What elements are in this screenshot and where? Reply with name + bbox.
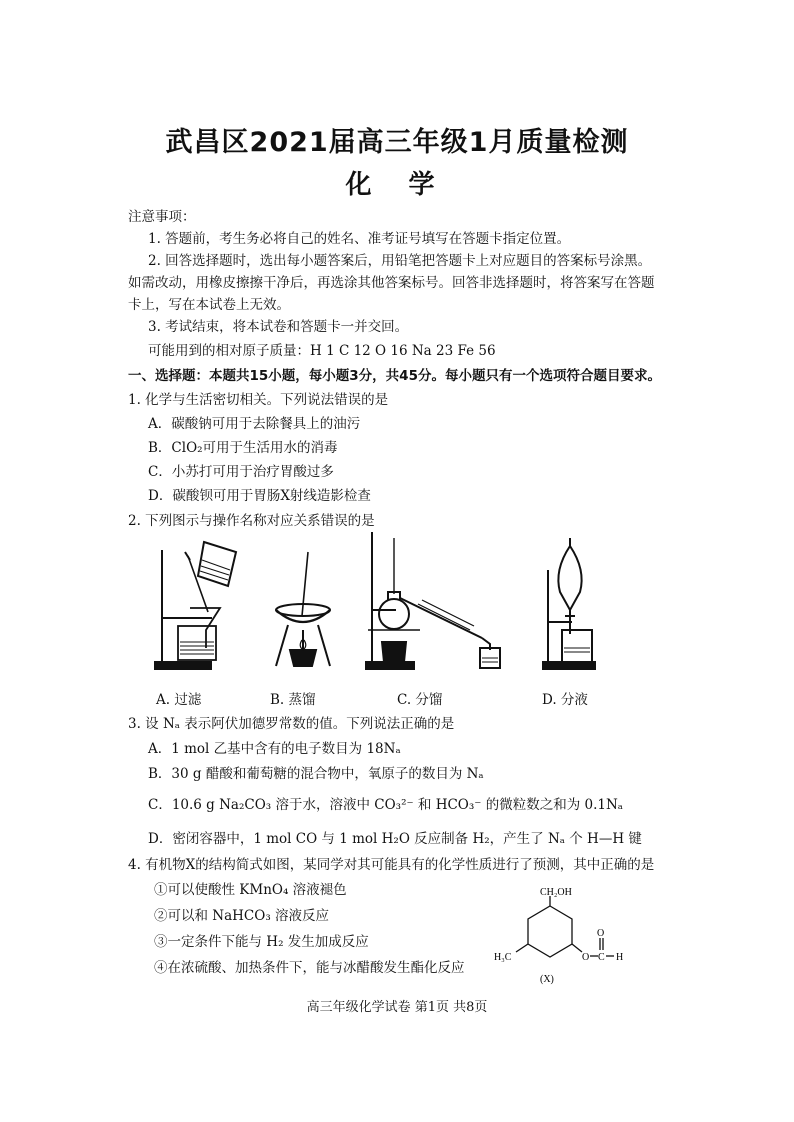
q2-caption-c: C. 分馏 (397, 692, 443, 708)
q2-caption-d: D. 分液 (542, 692, 588, 708)
q1-stem: 1. 化学与生活密切相关。下列说法错误的是 (128, 392, 389, 408)
notice-item-1: 1. 答题前，考生务必将自己的姓名、准考证号填写在答题卡指定位置。 (148, 231, 571, 247)
q2-caption-b: B. 蒸馏 (270, 692, 316, 708)
evaporation-apparatus-figure (268, 530, 338, 675)
structure-label: (X) (540, 974, 554, 985)
separatory-funnel-figure (540, 530, 600, 675)
q3-stem: 3. 设 Nₐ 表示阿伏加德罗常数的值。下列说法正确的是 (128, 716, 455, 732)
q4-stem: 4. 有机物X的结构简式如图，某同学对其可能具有的化学性质进行了预测，其中正确的是 (128, 857, 655, 873)
q3-option-b: B．30 g 醋酸和葡萄糖的混合物中，氧原子的数目为 Nₐ (148, 766, 484, 782)
q1-option-c: C．小苏打可用于治疗胃酸过多 (148, 464, 334, 480)
q1-option-b: B．ClO₂可用于生活用水的消毒 (148, 440, 338, 456)
compound-x-structure (490, 884, 630, 992)
q2-caption-a: A. 过滤 (156, 692, 202, 708)
q3-option-a: A．1 mol 乙基中含有的电子数目为 18Nₐ (148, 741, 401, 757)
structure-carbon: C (598, 952, 605, 963)
page-footer: 高三年级化学试卷 第1页 共8页 (306, 1000, 488, 1015)
notice-item-2: 2. 回答选择题时，选出每小题答案后，用铅笔把答题卡上对应题目的答案标号涂黑。 (148, 253, 652, 269)
structure-ester-oxygen: O (582, 952, 590, 963)
q4-option-3: ③一定条件下能与 H₂ 发生加成反应 (154, 934, 369, 950)
exam-title: 武昌区2021届高三年级1月质量检测 (165, 127, 629, 158)
q3-option-c: C．10.6 g Na₂CO₃ 溶于水，溶液中 CO₃²⁻ 和 HCO₃⁻ 的微粒数之和为 0.1Nₐ (148, 797, 623, 813)
structure-top-group: CH₂OH (540, 887, 572, 898)
distillation-apparatus-figure (362, 530, 502, 675)
q1-option-a: A．碳酸钠可用于去除餐具上的油污 (148, 416, 361, 432)
structure-carbonyl-oxygen: O (597, 928, 605, 939)
q4-option-4: ④在浓硫酸、加热条件下，能与冰醋酸发生酯化反应 (154, 960, 465, 976)
q4-option-1: ①可以使酸性 KMnO₄ 溶液褪色 (154, 882, 347, 898)
notice-item-3: 3. 考试结束，将本试卷和答题卡一并交回。 (148, 319, 409, 335)
filtration-apparatus-figure (150, 530, 250, 675)
q4-option-2: ②可以和 NaHCO₃ 溶液反应 (154, 908, 330, 924)
structure-left-group: H₃C (494, 952, 512, 963)
notice-item-2-end: 卡上，写在本试卷上无效。 (128, 297, 290, 313)
notice-heading: 注意事项： (128, 209, 196, 225)
section-heading: 一、选择题：本题共15小题，每小题3分，共45分。每小题只有一个选项符合题目要求。 (128, 368, 661, 384)
q1-option-d: D．碳酸钡可用于胃肠X射线造影检查 (148, 488, 371, 504)
subject-title: 化 学 (345, 170, 449, 200)
notice-item-2-cont: 如需改动，用橡皮擦擦干净后，再选涂其他答案标号。回答非选择题时，将答案写在答题 (128, 275, 655, 291)
q2-stem: 2. 下列图示与操作名称对应关系错误的是 (128, 513, 375, 529)
structure-hydrogen: H (616, 952, 624, 963)
q3-option-d: D．密闭容器中，1 mol CO 与 1 mol H₂O 反应制备 H₂，产生了 Nₐ 个 H—H 键 (148, 831, 642, 847)
atomic-masses: 可能用到的相对原子质量：H 1 C 12 O 16 Na 23 Fe 56 (148, 343, 496, 359)
